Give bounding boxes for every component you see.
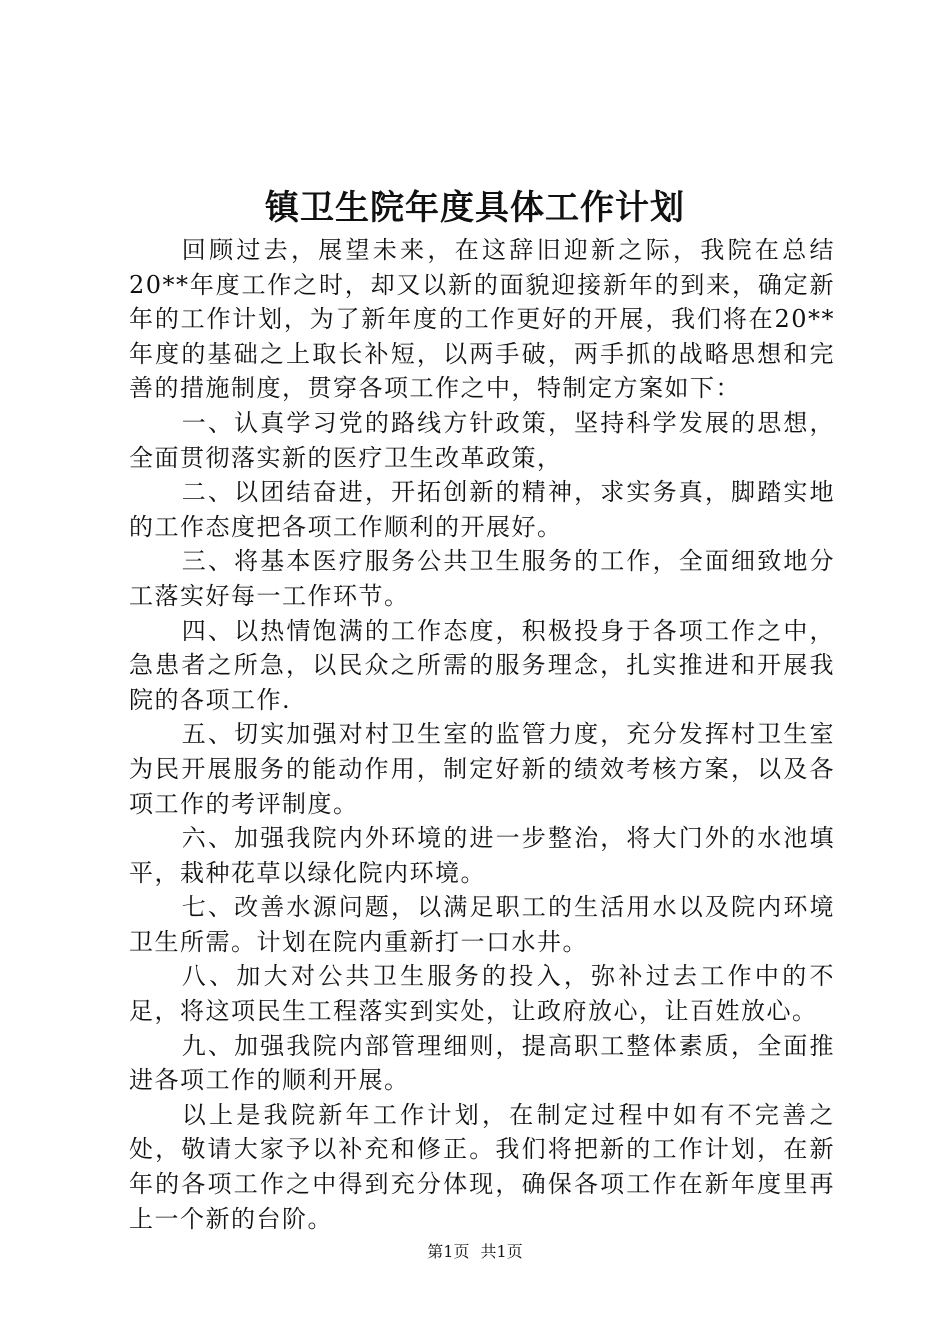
page-footer — [0, 1240, 950, 1264]
plan-item-4: 四、以热情饱满的工作态度，积极投身于各项工作之中，急患者之所急，以民众之所需的服务理念，扎实推进和开展我院的各项工作. — [129, 616, 835, 714]
document-title: 镇卫生院年度具体工作计划 — [265, 188, 685, 228]
plan-item-3: 三、将基本医疗服务公共卫生服务的工作，全面细致地分工落实好每一工作环节。 — [129, 547, 835, 610]
plan-item-8: 八、加大对公共卫生服务的投入，弥补过去工作中的不足，将这项民生工程落实到实处，让政府放心，让百姓放心。 — [129, 962, 835, 1026]
intro-paragraph: 回顾过去，展望未来，在这辞旧迎新之际，我院在总结20**年度工作之时，却又以新的面貌迎接新年的到来，确定新年的工作计划，为了新年度的工作更好的开展，我们将在20**年度的基础之上取长补短，以两手破，两手抓的战略思想和完善的措施制度，贯穿各项工作之中，特制定方案如下： — [129, 236, 835, 403]
document-body — [129, 233, 835, 1236]
plan-item-6: 六、加强我院内外环境的进一步整治，将大门外的水池填平，栽种花草以绿化院内环境。 — [129, 824, 835, 887]
plan-item-5: 五、切实加强对村卫生室的监管力度，充分发挥村卫生室为民开展服务的能动作用，制定好新的绩效考核方案，以及各项工作的考评制度。 — [129, 720, 835, 818]
plan-item-9: 九、加强我院内部管理细则，提高职工整体素质，全面推进各项工作的顺利开展。 — [129, 1031, 835, 1095]
plan-item-1: 一、认真学习党的路线方针政策，坚持科学发展的思想，全面贯彻落实新的医疗卫生改革政策， — [129, 408, 835, 472]
page-total: 共1页 — [480, 1242, 523, 1261]
plan-item-7: 七、改善水源问题，以满足职工的生活用水以及院内环境卫生所需。计划在院内重新打一口水井。 — [129, 893, 835, 956]
plan-item-2: 二、以团结奋进，开拓创新的精神，求实务真，脚踏实地的工作态度把各项工作顺利的开展好。 — [129, 478, 835, 541]
closing-paragraph: 以上是我院新年工作计划，在制定过程中如有不完善之处，敬请大家予以补充和修正。我们将把新的工作计划，在新年的各项工作之中得到充分体现，确保各项工作在新年度里再上一个新的台阶。 — [129, 1100, 835, 1233]
page-number: 第1页 — [427, 1242, 470, 1261]
